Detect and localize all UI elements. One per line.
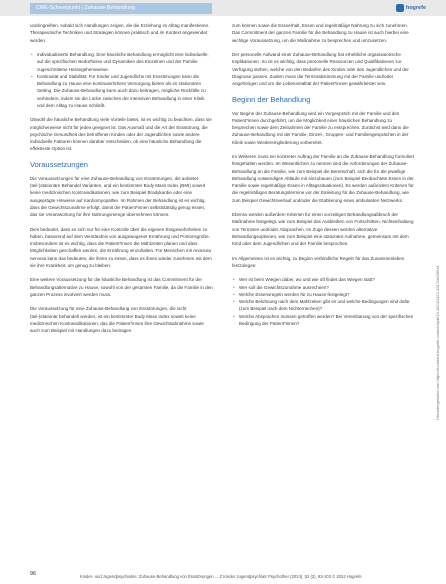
paragraph: undringreiften, sobald sich Handlungen zeigen, die die Erziehung im Alltag manifestieren. Therapeutische Techniken und Strategien können praktisch und im Kontext angewendet werden. bbox=[30, 23, 210, 43]
paragraph: Obwohl die häusliche Behandlung viele Vorteile bietet, ist es wichtig zu beachten, dass sie möglicherweise nicht für jeden geeignet ist. Das Ausmaß und die Art der Essstörung, die psychische Gesundheit des betroffenen Kindes oder der Jugendlichen sowie andere individuelle Faktoren können darüber entscheiden, ob eine häusliche Behandlung die effektivste Option ist. bbox=[30, 117, 212, 152]
page-number: 96 bbox=[30, 571, 37, 577]
section-tab: CME-Schwerpunkt | Zuhause-Behandlung bbox=[30, 3, 212, 14]
list-item: • Welche Belohnung nach dem Mahlzeiten gibt es und welche Bedingungen sind dafür (zum Beispiel nach dem Nichterreichen)? bbox=[239, 298, 415, 313]
paragraph: Im Allgemeinen ist es wichtig, zu Beginn verbindliche Regeln für das Zusammenleben festzulegen: bbox=[232, 255, 405, 268]
publisher-logo-icon bbox=[396, 4, 404, 12]
section-heading: Beginn der Behandlung bbox=[232, 94, 311, 104]
paragraph: Vor Beginn der Zuhause-Behandlung wird ein Vorgespräch mit der Familie und den Patient*innen durchgeführt, um die Möglichkeit einer häuslichen Behandlung zu besprechen sowie dem Zeitrahmen der Familie zu entsprechen. Zunächst wird dann die Zuhause-Behandlung mit der Familie, Einzel-, Gruppen- und Familiengesprächen in der Klinik sowie Wiedereingliederung vorbereitet. bbox=[232, 110, 409, 145]
list-item: • Kontinuität und Stabilität: Für Kinder und Jugendliche mit Essstörungen kann die Behandlung zu Hause eine kontinuierlichere Versorgung bieten als im stationären Setting. Die Zuhause-Behandlung kann auch dazu beitragen, mögliche Rückfälle zu verhindern, indem sie die Lücke zwischen der intensiven Behandlung in einer Klinik und dem Alltag zu Hause schließt. bbox=[37, 73, 213, 109]
paragraph: zum können sowie die Essverhalt, Essen und regelmäßige Nahrung zu sich zunehmen. Das Commitment der ganzen Familie für die Behandlung zu Hause ist auch hierbei eine wichtige Voraussetzung, um die Maßnahme zu besprechen und umzusetzen. bbox=[232, 23, 409, 43]
paragraph: Die Voraussetzungen für eine Zuhause-Behandlung von Essstörungen, die anbietet (teil-)stationäre Behandel Varianten, und ein bestimmter Body Mass Index (BMI) soweit keine medizinischen Kontraindikationen, wie zum Beispiel Bradykardie oder eine ausgeprägte Hinweise auf Kardiomyopathie. Im Rahmen der Behandlung ist es wichtig, dass die Gewichtszunahme erfolgt, damit die Patient*innen selbstständig genug essen, das sie Verantwortung für ihre Nahrungsmenge übernehmen können. bbox=[30, 175, 206, 217]
bullet-list bbox=[232, 276, 415, 327]
section-heading: Voraussetzungen bbox=[30, 159, 88, 169]
download-note bbox=[435, 240, 445, 420]
bullet-list bbox=[30, 51, 213, 109]
paragraph: Im Weiteren muss ein konkreter Auftrag der Familie an die Zuhause-Behandlung formuliert festgehalten werden. Im Wesentlichen zu nennen sind die Anforderungen der Zuhause-Behandlung an die Familie, wie zum Beispiel die Bereitschaft, sich die für die jeweilige Behandlung notwendigen Abläufe mit einzubauen (zum Beispiel Beobachtete Essen in der Familie sowie regelmäßige Essen in Alltagssituationen). Es werden außerdem Kriterien für die regelmäßigen Beratungstermine vor der Einleitung für die Zuhause-Behandlung, wie zum Beispiel Gewichtsverlauf und/oder die Etablierung eines ambulanten Netzwerks. bbox=[232, 154, 415, 203]
download-note-text: Heruntergeladen von https://econtent.hogrefe.com/doi/pdf/10.1024/1422-4917/a000941 bbox=[435, 265, 440, 420]
list-item: • Welche Essensregeln werden für zu Hause festgelegt? bbox=[239, 291, 415, 298]
list-item: • Individualisierte Behandlung: Eine häusliche Behandlung ermöglicht eine individuelle, auf die spezifischen Bedürfnisse und Dynamiken des Einzelnen und der Familie zugeschnittene Herangehensweise. bbox=[37, 51, 213, 73]
left-column bbox=[30, 22, 213, 342]
paragraph: Die Voraussetzung für eine Zuhause-Behandlung von Essstörungen, die nicht (teil-)stationär behandelt werden, ist ein bestimmter Body Mass Index soweit keine medizinischen Kontraindikationen, das die Patient*innen ihre Gewichtsabnahme sowie auch zum Beispiel mit Handlungen dazu beitragen bbox=[30, 306, 204, 333]
list-item: • Welche Absprachen müssen getroffen werden? Bei Vereinbarung von der spezifischen Bedingung der Patient*innen? bbox=[239, 313, 415, 328]
paragraph: Dies bedeutet, dass es sich nur für eine Kontrolle über die eigenen Essgewohnheiten zu haben, basierend auf dem Verständnis von ausgewogener Ernährung und Portionsgröße. Insbesondere ist es wichtig, dass die Patient*innen die Mahlzeiten planen und dass Möglichkeiten geschaffen werden, die Ernährung einzuhalten. Für Menschen mit Anorexia nervosa kann das bedeuten, die ihnen zu essen, dass es ihnen wieder zunehmen mit dem sie ihre Krankheit, um genug zu bleiben. bbox=[30, 226, 212, 268]
paragraph: Der personelle Aufwand einer Zuhause-Behandlung hat erhebliche organisatorische Implikationen. So ist es wichtig, dass personelle Ressourcen und Qualifikationen zur Verfügung stehen, welche von den Bedarfen des Kindes oder des Jugendlichen und der Diagnose passen. Zudem muss die Terminabstimmung mit der Familie und/oder Angehörigen und um die Lebensrealität der Patient*innen gewährleistet sein. bbox=[232, 52, 409, 86]
list-item: • Wer soll die Gewichtszunahme ausrechnen? bbox=[239, 284, 415, 291]
list-item: • Wer ist beim Wiegen dabei, wo und wie oft findet das Wiegen statt? bbox=[239, 276, 415, 283]
publisher-logo-text: hogrefe bbox=[405, 5, 426, 11]
footer-citation: Kinder- und Jugendpsychiatrie: Zuhause-Behandlung von Essstörungen ... Z Kinder Jugendpsychiatr Psychother (2024), 52 (2), 93-103 © 2024 Hogrefe bbox=[80, 574, 362, 579]
publisher-logo bbox=[396, 4, 426, 12]
right-column bbox=[232, 22, 415, 334]
paragraph: Eine weitere Voraussetzung für die häusliche Behandlung ist das Commitment für die Behandlungsalternative zu Hause, sowohl von der gesamten Familie, da die Familie in den ganzen Prozess involviert werden muss. bbox=[30, 277, 213, 297]
paragraph: Ebenso werden außerdem Kriterien für einen vorzeitigen Behandlungsabbruch der Maßnahme festgelegt, wie zum Beispiel das Ausbleiben von Fortschritten, Nichteinhaltung von Terminen und/oder Absprachen. Im Zuge dessen werden alternative Behandlungsoptionen, wie zum Beispiel eine stationäre Aufnahme, gemeinsam mit dem Kind oder dem Jugendlichen und der Familie besprochen. bbox=[232, 212, 414, 246]
page-header bbox=[0, 0, 446, 16]
